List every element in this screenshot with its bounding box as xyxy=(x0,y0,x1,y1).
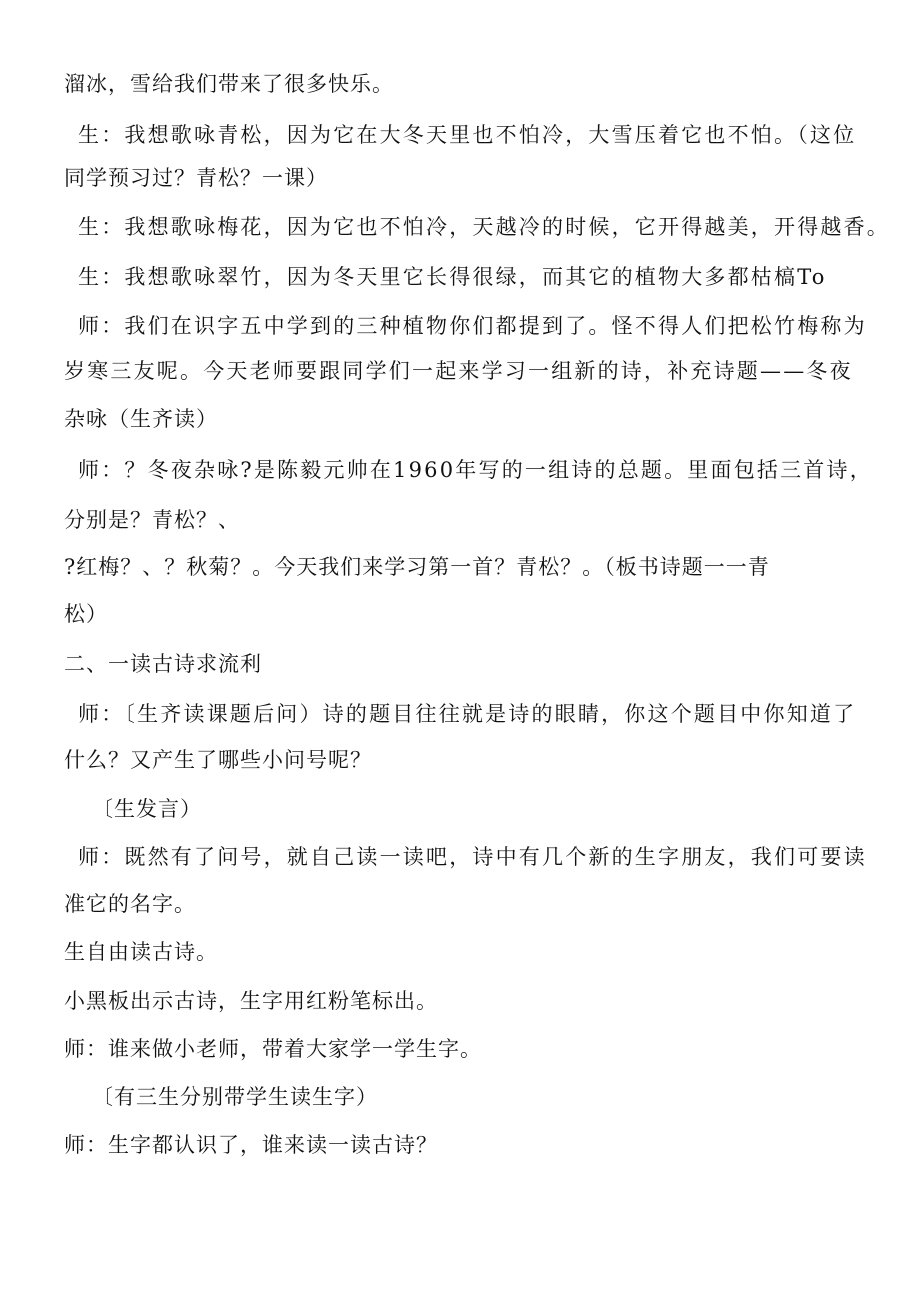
text-line-17: 师：既然有了问号，就自己读一读吧，诗中有几个新的生字朋友，我们可要读 xyxy=(78,845,867,869)
text-line-23: 师：生字都认识了，谁来读一读古诗？ xyxy=(64,1133,438,1157)
text-line-20: 小黑板出示古诗，生字用红粉笔标出。 xyxy=(64,989,438,1013)
text-line-10: 分别是？青松？、 xyxy=(64,508,240,532)
text-line-8: 杂咏（生齐读） xyxy=(64,407,218,431)
text-line-12: 松） xyxy=(64,602,108,626)
text-line-7: 岁寒三友呢。今天老师要跟同学们一起来学习一组新的诗，补充诗题——冬夜 xyxy=(64,359,853,383)
text-line-21: 师：谁来做小老师，带着大家学一学生字。 xyxy=(64,1037,482,1061)
text-line-16: 〔生发言） xyxy=(92,797,202,821)
text-line-2: 生：我想歌咏青松，因为它在大冬天里也不怕冷，大雪压着它也不怕。（这位 xyxy=(78,123,857,147)
section-heading: 二、一读古诗求流利 xyxy=(64,652,262,676)
text-line-1: 溜冰，雪给我们带来了很多快乐。 xyxy=(64,72,394,96)
text-line-14: 师：〔生齐读课题后问）诗的题目往往就是诗的眼睛，你这个题目中你知道了 xyxy=(78,702,857,726)
text-line-22: 〔有三生分别带学生读生字） xyxy=(92,1085,378,1109)
text-line-5: 生：我想歌咏翠竹，因为冬天里它长得很绿，而其它的植物大多都枯槁To xyxy=(78,265,827,289)
text-line-11: ?红梅？、？秋菊？。今天我们来学习第一首？青松？。（板书诗题一一青 xyxy=(64,555,770,579)
text-line-3: 同学预习过？青松？一课） xyxy=(64,166,328,190)
text-line-15: 什么？又产生了哪些小问号呢？ xyxy=(64,748,372,772)
text-line-9: 师：？冬夜杂咏?是陈毅元帅在1960年写的一组诗的总题。里面包括三首诗， xyxy=(78,458,873,482)
text-line-19: 生自由读古诗。 xyxy=(64,940,218,964)
text-line-18: 准它的名字。 xyxy=(64,892,196,916)
text-line-4: 生：我想歌咏梅花，因为它也不怕冷，天越冷的时候，它开得越美，开得越香。 xyxy=(78,215,890,239)
text-line-6: 师：我们在识字五中学到的三种植物你们都提到了。怪不得人们把松竹梅称为 xyxy=(78,314,867,338)
